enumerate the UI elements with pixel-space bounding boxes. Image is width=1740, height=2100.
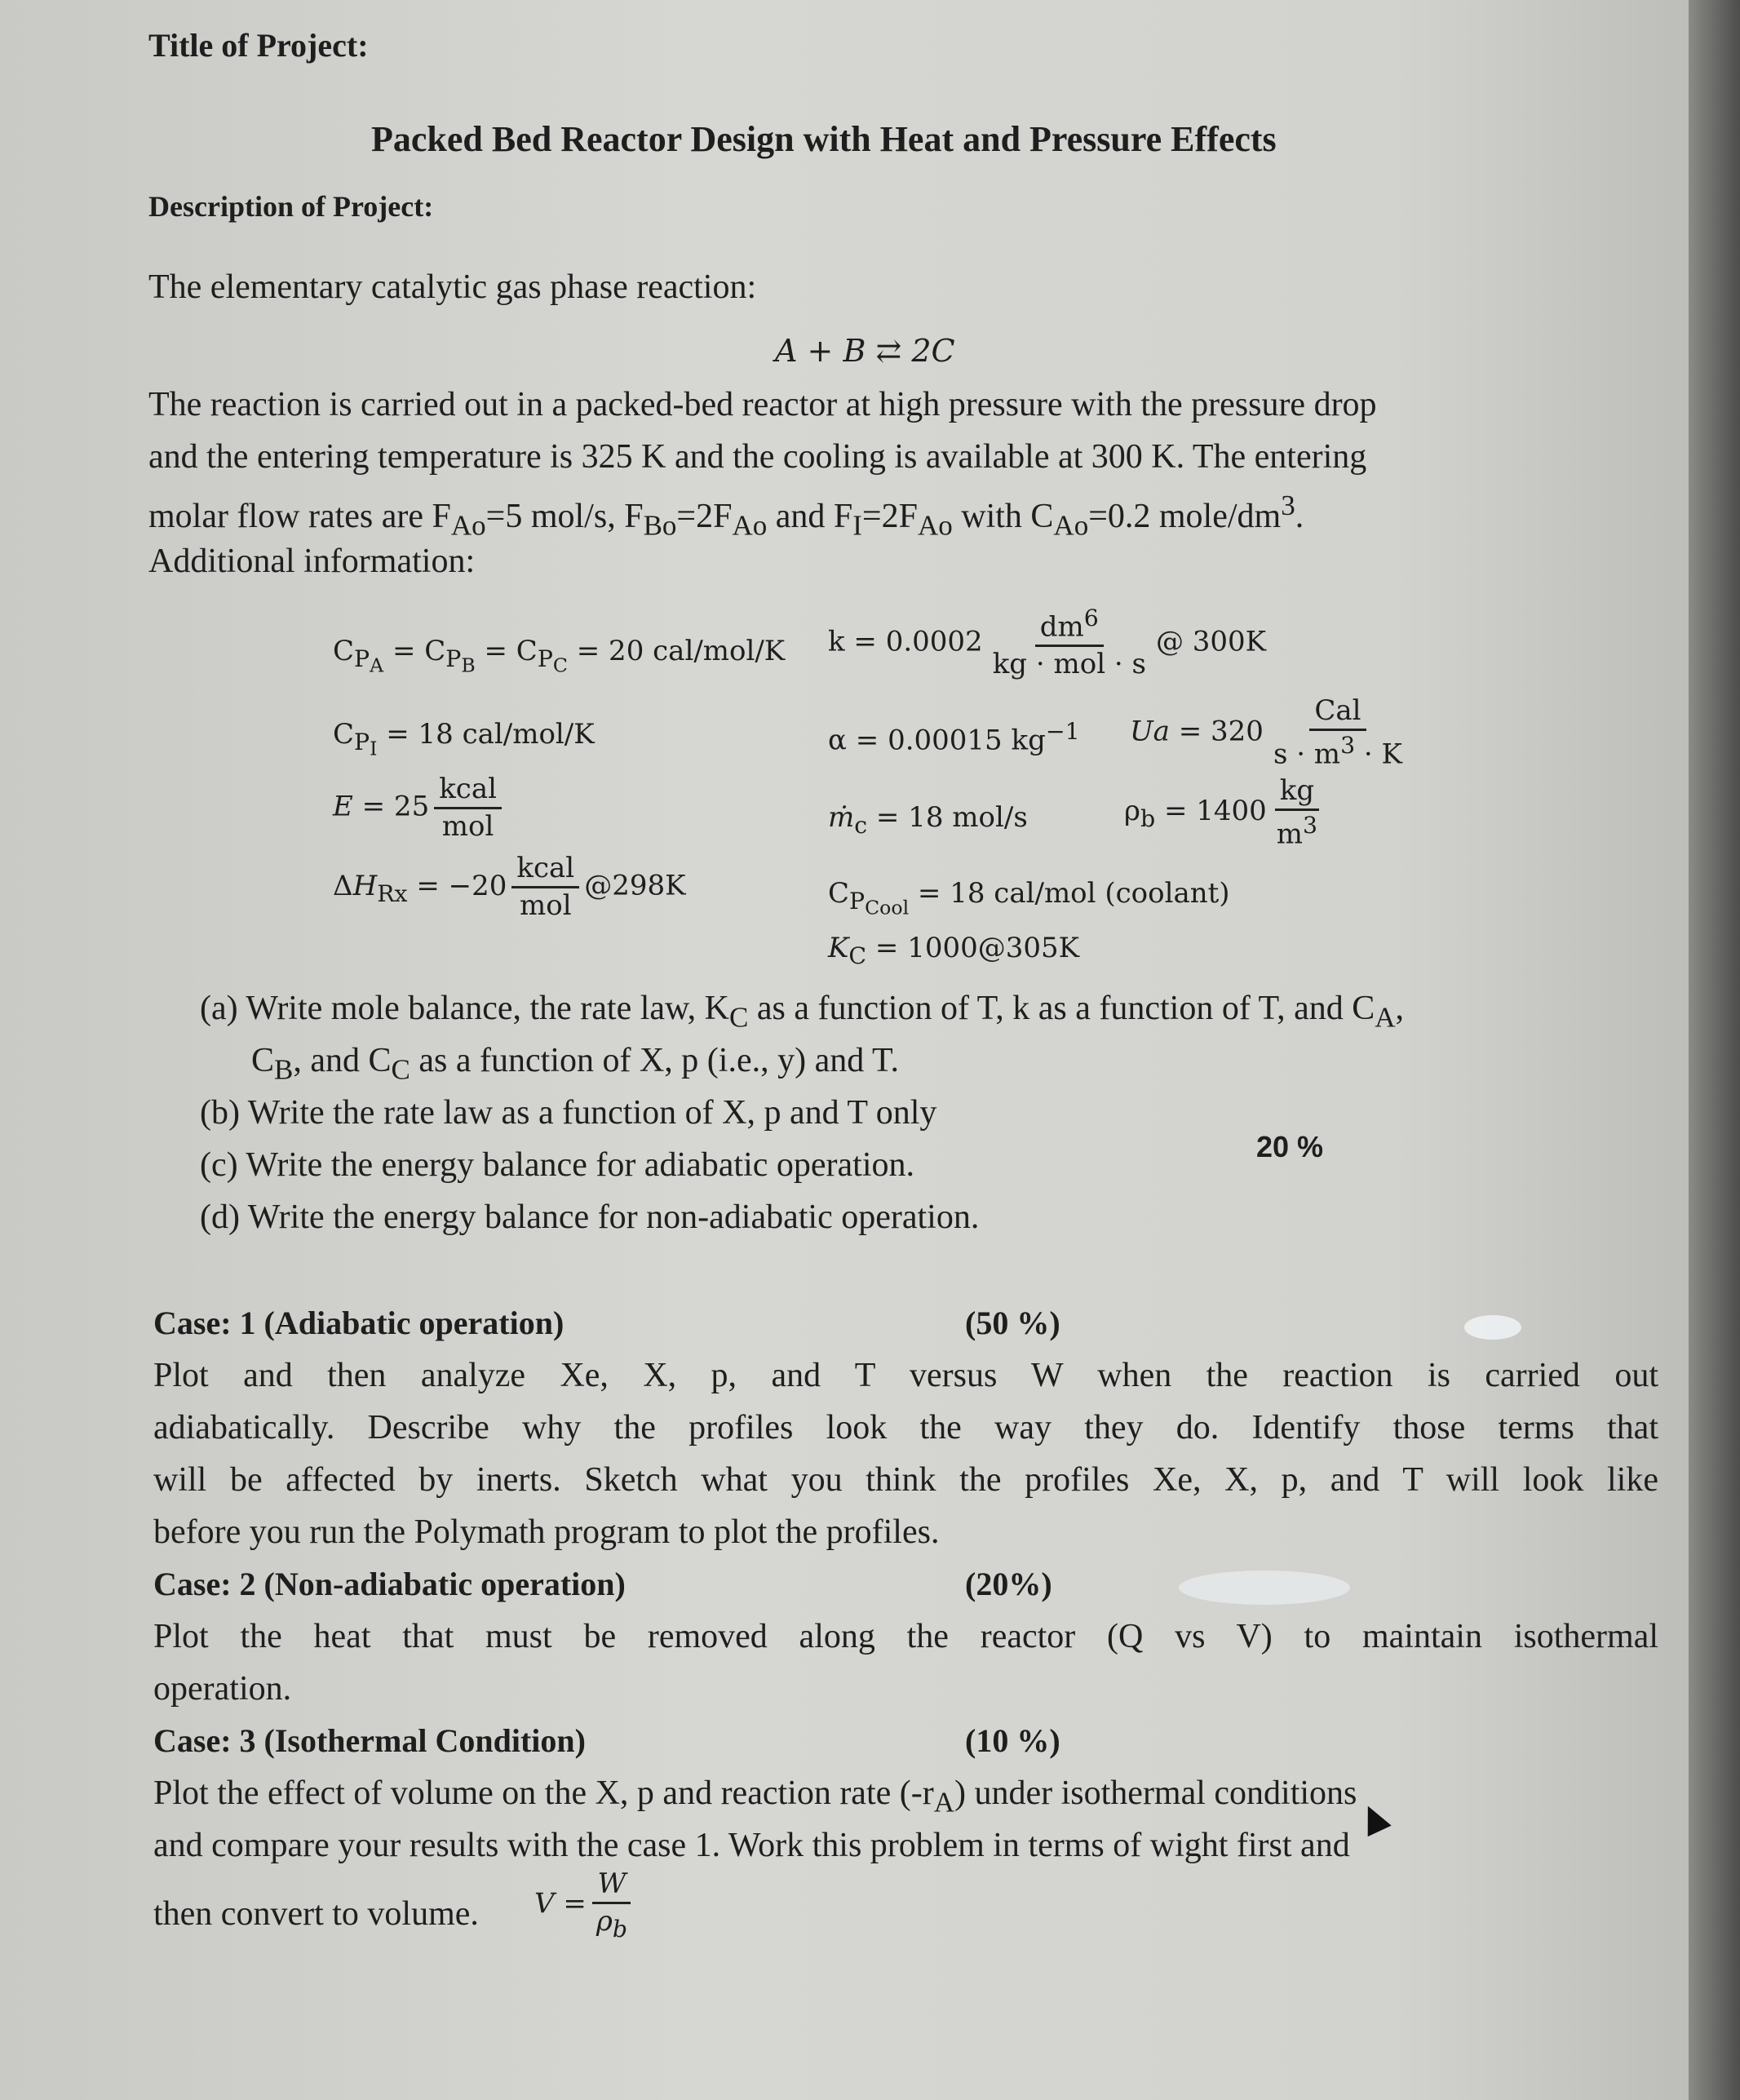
case1-line: Plot and then analyze Xe, X, p, and T versus W when the reaction is carried out (153, 1357, 1658, 1394)
case2-line: Plot the heat that must be removed along the reactor (Q vs V) to maintain isothermal (153, 1618, 1658, 1655)
mouse-cursor-icon (1356, 1801, 1391, 1836)
eq-k: k = 0.0002 $\frac{dm^6}{\text{kg · mol · s}}$ @ 300K (828, 605, 1267, 681)
question-c: (c) Write the energy balance for adiabatic operation. (200, 1146, 914, 1184)
description-line: and the entering temperature is 325 K and the cooling is available at 300 K. The entering (148, 438, 1367, 476)
question-d: (d) Write the energy balance for non-adiabatic operation. (200, 1198, 980, 1236)
page-edge-shadow (1689, 0, 1740, 2100)
additional-label: Additional information: (148, 543, 476, 580)
case3-weight: (10 %) (965, 1722, 1060, 1759)
light-glare (1464, 1315, 1521, 1340)
eq-cp-inert: $C_{P_I} = 18$ cal/mol/K (333, 718, 595, 760)
description-line: The reaction is carried out in a packed-bed reactor at high pressure with the pressure drop (148, 386, 1377, 423)
description-line: molar flow rates are $F_{Ao}=5$ mol/s, $F_{Bo}=2F_{Ao}$ and $F_I=2F_{Ao}$ with $C_{Ao}=0.2$ mole/$dm^3$. (148, 490, 1304, 542)
eq-heat-of-reaction: $\Delta H_{Rx} = -20$ $\frac{\text{kcal}}{\text{mol}}$ @298K (333, 852, 686, 923)
case1-line: will be affected by inerts. Sketch what you think the profiles Xe, X, p, and T will look like (153, 1461, 1658, 1499)
light-glare (1179, 1571, 1350, 1605)
intro-text: The elementary catalytic gas phase reaction: (148, 268, 757, 306)
case1-weight: (50 %) (965, 1305, 1060, 1341)
question-b: (b) Write the rate law as a function of X, p and T only (200, 1094, 937, 1132)
project-title: Packed Bed Reactor Design with Heat and Pressure Effects (371, 119, 1277, 159)
eq-cp-coolant: $C_{P_{Cool}} = 18$ cal/mol (coolant) (828, 877, 1230, 919)
eq-activation-energy: E = 25 $\frac{\text{kcal}}{\text{mol}}$ (333, 773, 507, 843)
case2-line: operation. (153, 1670, 292, 1708)
case1-heading: Case: 1 (Adiabatic operation) (153, 1305, 565, 1341)
case3-line: then convert to volume. (153, 1895, 479, 1933)
eq-cp-abc: $C_{P_A} = C_{P_B} = C_{P_C} = 20$ cal/mol/K (333, 635, 786, 677)
questions-weight: 20 % (1256, 1130, 1324, 1163)
question-a-cont: $C_B$, and $C_C$ as a function of X, p (i.e., y) and T. (251, 1042, 900, 1086)
eq-ua: Ua = 320 $\frac{\text{Cal}}{s \cdot m^3 \cdot K}$ (1130, 694, 1402, 771)
title-label: Title of Project: (148, 27, 369, 64)
case3-heading: Case: 3 (Isothermal Condition) (153, 1722, 586, 1759)
case2-heading: Case: 2 (Non-adiabatic operation) (153, 1566, 626, 1602)
question-a: (a) Write mole balance, the rate law, $K_C$ as a function of T, k as a function of T, and $C_A$, (200, 990, 1405, 1034)
case3-line: and compare your results with the case 1. Work this problem in terms of wight first and (153, 1827, 1350, 1864)
case1-line: before you run the Polymath program to plot the profiles. (153, 1513, 940, 1551)
volume-formula: V = $\frac{W}{\rho_b}$ (534, 1868, 637, 1943)
case3-line: Plot the effect of volume on the X, p and reaction rate $(-r_A)$ under isothermal conditions (153, 1774, 1357, 1819)
eq-kc: $K_C$ = 1000@305K (828, 932, 1080, 969)
description-label: Description of Project: (148, 190, 434, 223)
case1-line: adiabatically. Describe why the profiles look the way they do. Identify those terms that (153, 1409, 1658, 1447)
eq-bulk-density: $\rho_b = 1400$ $\frac{kg}{m^3}$ (1124, 775, 1327, 851)
case2-weight: (20%) (965, 1566, 1052, 1602)
eq-coolant-flow: ṁ$_c$ = 18 mol/s (828, 801, 1028, 839)
eq-alpha: α = 0.00015 $kg^{-1}$ (828, 718, 1080, 757)
reaction-equation: A + B ⇄ 2C (775, 333, 955, 369)
